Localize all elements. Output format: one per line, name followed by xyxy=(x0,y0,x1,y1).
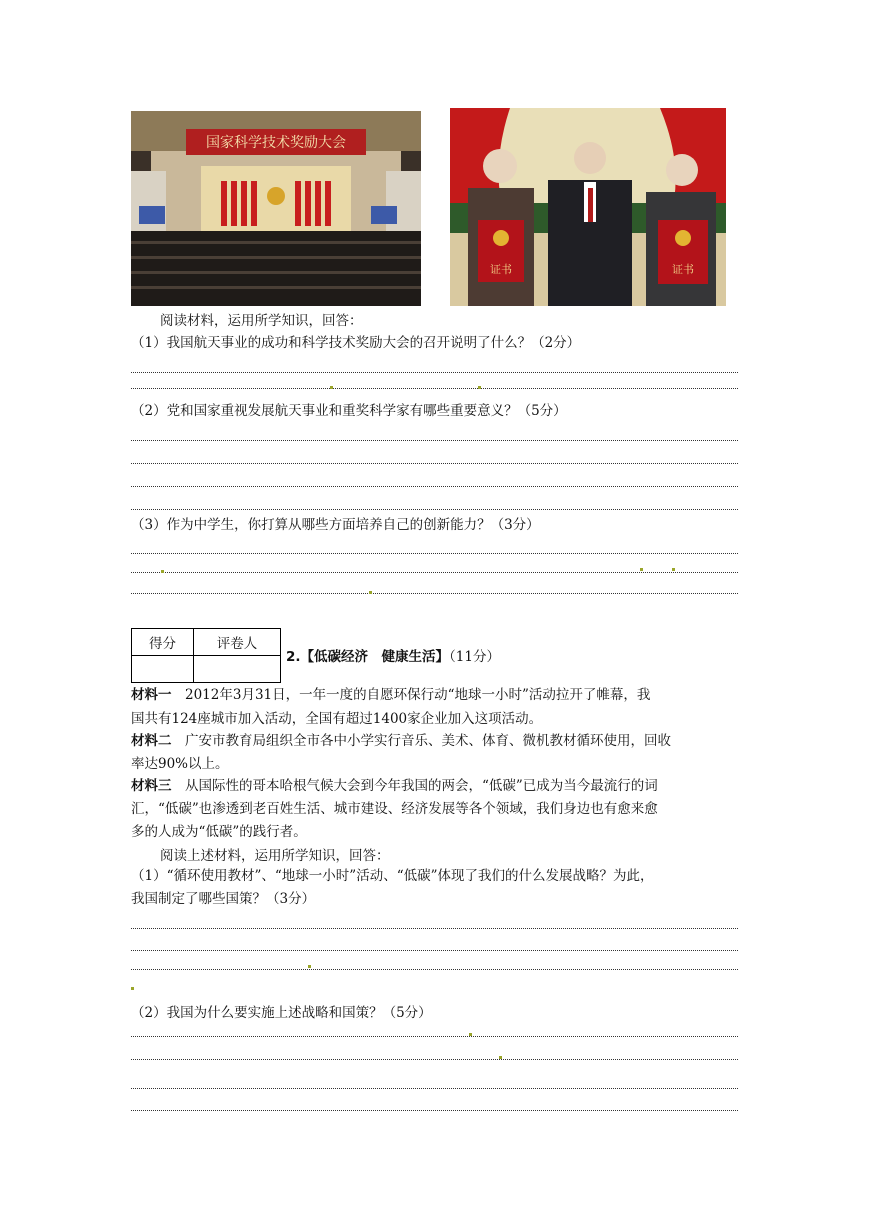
answer-line xyxy=(131,572,738,573)
section2-heading xyxy=(286,647,500,667)
answer-line xyxy=(131,553,738,554)
answer-line xyxy=(131,969,738,970)
conference-hall-photo xyxy=(131,111,421,306)
material-1-line-1 xyxy=(131,685,650,705)
section2-question-1-line-1: （1）“循环使用教材”、“地球一小时”活动、“低碳”体现了我们的什么发展战略？为此， xyxy=(131,868,654,884)
material-3-line-2: 汇，“低碳”也渗透到老百姓生活、城市建设、经济发展等各个领域，我们身边也有愈来愈 xyxy=(131,801,658,817)
answer-line xyxy=(131,593,738,594)
score-cell[interactable] xyxy=(132,656,194,683)
material-3-label: 材料三 xyxy=(131,778,172,794)
answer-line xyxy=(131,463,738,464)
grader-header: 评卷人 xyxy=(194,629,281,656)
answer-line xyxy=(131,372,738,373)
section1-question-2: （2）党和国家重视发展航天事业和重奖科学家有哪些重要意义？（5分） xyxy=(131,403,567,419)
answer-line xyxy=(131,1088,738,1089)
section2-points: （11分） xyxy=(449,649,500,665)
hall-banner-text: 国家科学技术奖励大会 xyxy=(206,135,346,151)
material-1-text: 2012年3月31日，一年一度的自愿环保行动“地球一小时”活动拉开了帷幕，我 xyxy=(171,687,651,703)
award-recipients-illustration xyxy=(450,108,726,306)
stray-mark xyxy=(131,987,134,990)
material-2-label: 材料二 xyxy=(131,733,172,749)
stray-mark xyxy=(369,591,372,594)
answer-line xyxy=(131,1059,738,1060)
stray-mark xyxy=(478,386,481,389)
material-2-text: 广安市教育局组织全市各中小学实行音乐、美术、体育、微机教材循环使用，回收 xyxy=(171,733,671,749)
answer-line xyxy=(131,486,738,487)
conference-hall-illustration xyxy=(131,111,421,306)
stray-mark xyxy=(499,1056,502,1059)
material-2-line-2: 率达90%以上。 xyxy=(131,756,229,772)
stray-mark xyxy=(161,570,164,573)
stray-mark xyxy=(330,386,333,389)
stray-mark xyxy=(672,568,675,571)
material-3-line-3: 多的人成为“低碳”的践行者。 xyxy=(131,824,307,840)
section2-question-1-line-2: 我国制定了哪些国策？（3分） xyxy=(131,891,316,907)
answer-line xyxy=(131,928,738,929)
section2-title: 2.【低碳经济 健康生活】 xyxy=(286,649,450,665)
answer-line xyxy=(131,1036,738,1037)
material-2-line-1 xyxy=(131,731,671,751)
score-table xyxy=(131,628,281,683)
answer-line xyxy=(131,1110,738,1111)
section1-question-3: （3）作为中学生，你打算从哪些方面培养自己的创新能力？（3分） xyxy=(131,517,540,533)
answer-line xyxy=(131,509,738,510)
section2-intro: 阅读上述材料，运用所学知识，回答： xyxy=(160,848,390,864)
material-1-line-2: 国共有124座城市加入活动，全国有超过1400家企业加入这项活动。 xyxy=(131,711,543,727)
section1-question-1: （1）我国航天事业的成功和科学技术奖励大会的召开说明了什么？（2分） xyxy=(131,335,581,351)
answer-line xyxy=(131,950,738,951)
stray-mark xyxy=(469,1033,472,1036)
grader-cell[interactable] xyxy=(194,656,281,683)
material-3-text: 从国际性的哥本哈根气候大会到今年我国的两会，“低碳”已成为当今最流行的词 xyxy=(171,778,658,794)
certificate-right-text: 证书 xyxy=(672,263,694,276)
material-1-label: 材料一 xyxy=(131,687,172,703)
material-3-line-1 xyxy=(131,776,658,796)
stray-mark xyxy=(640,568,643,571)
certificate-left-text: 证书 xyxy=(490,263,512,276)
stray-mark xyxy=(308,965,311,968)
section1-intro: 阅读材料，运用所学知识，回答： xyxy=(160,313,363,329)
score-header: 得分 xyxy=(132,629,194,656)
answer-line xyxy=(131,440,738,441)
award-recipients-photo xyxy=(450,108,726,306)
answer-line xyxy=(131,388,738,389)
section2-question-2: （2）我国为什么要实施上述战略和国策？（5分） xyxy=(131,1005,432,1021)
